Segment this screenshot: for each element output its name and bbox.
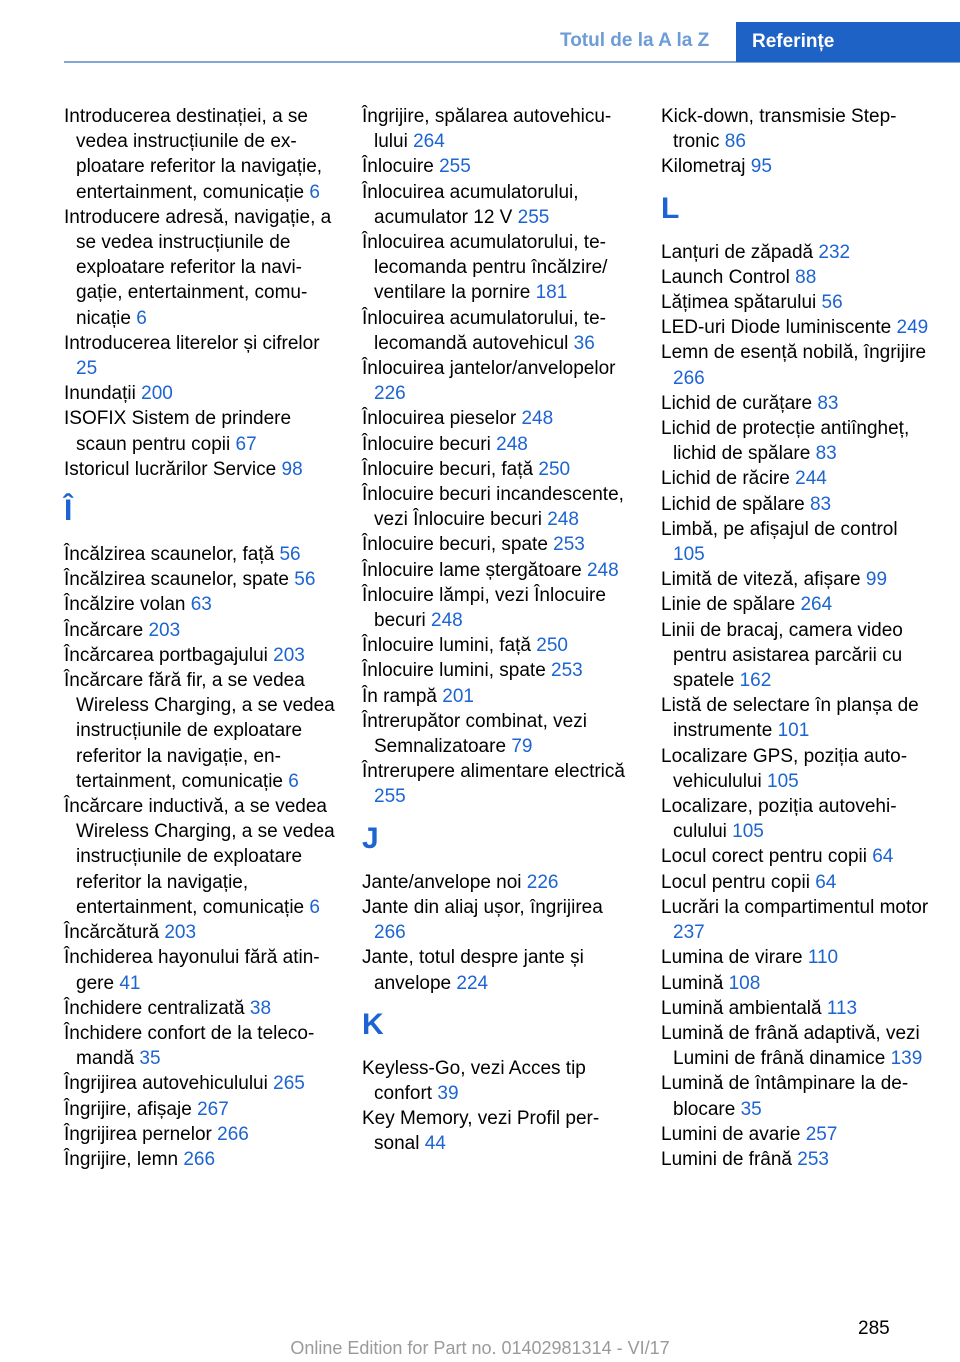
index-entry-text: Jante, totul despre jante și anvelope xyxy=(362,947,584,994)
index-entry-text: Limită de viteză, afișare xyxy=(661,569,861,591)
page-reference-link[interactable]: 203 xyxy=(164,922,197,944)
index-entry xyxy=(661,844,933,869)
index-entry-text: Înlocuirea acumulatorului, acumulator 12 V xyxy=(362,181,579,228)
index-entry xyxy=(661,391,933,416)
index-entry xyxy=(64,1071,336,1096)
page-reference-link[interactable]: 35 xyxy=(740,1098,762,1120)
index-entry-text: Linii de bracaj, camera video pentru asistarea parcării cu spatele xyxy=(661,619,903,692)
page-reference-link[interactable]: 35 xyxy=(139,1048,161,1070)
index-entry-text: Inundații xyxy=(64,383,136,405)
page-reference-link[interactable]: 38 xyxy=(249,997,272,1019)
edition-footer: Online Edition for Part no. 01402981314 - VI/17 xyxy=(290,1338,670,1358)
index-entry-text: Înlocuire becuri, față xyxy=(362,458,534,480)
page-reference-link[interactable]: 248 xyxy=(496,433,528,455)
page-reference-link[interactable]: 255 xyxy=(439,156,471,178)
page-reference-link[interactable]: 181 xyxy=(535,282,568,304)
page-reference-link[interactable]: 110 xyxy=(807,947,839,969)
index-entry-text: Încălzire volan xyxy=(64,594,186,616)
page-reference-link[interactable]: 6 xyxy=(136,307,147,329)
index-entry xyxy=(362,658,634,683)
index-entry-text: Lumină xyxy=(661,972,724,994)
index-entry-text: Lanțuri de zăpadă xyxy=(661,241,814,263)
index-entry xyxy=(661,945,933,970)
section-title: Totul de la A la Z xyxy=(560,30,710,51)
index-entry xyxy=(64,1147,336,1172)
index-entry-text: Înlocuire lumini, spate xyxy=(362,660,546,682)
page-reference-link[interactable]: 265 xyxy=(273,1073,305,1095)
index-entry xyxy=(64,104,336,205)
index-entry-text: Înlocuirea acumulatorului, telecomanda pentru încălzire/ ventilare la pornire xyxy=(362,232,608,304)
index-entry-text: Locul pentru copii xyxy=(661,871,810,893)
page-reference-link[interactable]: 244 xyxy=(795,468,827,490)
index-entry-text: Jante/anvelope noi xyxy=(362,871,522,893)
index-entry xyxy=(64,567,336,592)
index-entry-text: Locul corect pentru copii xyxy=(661,846,867,868)
index-entry-text: Istoricul lucrărilor Service xyxy=(64,458,277,480)
page-reference-link[interactable]: 83 xyxy=(809,493,832,515)
index-entry-text: Înlocuire becuri incandescente, vezi Înlocuire becuri xyxy=(362,484,624,531)
page-reference-link[interactable]: 83 xyxy=(815,443,837,465)
index-entry xyxy=(64,331,336,381)
index-entry-text: Lumini de frână xyxy=(661,1148,792,1170)
page-reference-link[interactable]: 86 xyxy=(724,131,746,153)
index-entry-text: Listă de selectare în planșa de instrumente xyxy=(661,695,919,742)
index-entry-text: Lichid de spălare xyxy=(661,493,805,515)
index-entry-text: Înlocuire lumini, față xyxy=(362,635,531,657)
index-entry-text: Închidere confort de la telecomandă xyxy=(64,1022,315,1070)
page-reference-link[interactable]: 266 xyxy=(374,922,406,944)
index-entry-text: Lumină de frână adaptivă, vezi Lumini de frână dinamice xyxy=(661,1022,920,1070)
page-reference-link[interactable]: 162 xyxy=(739,670,772,692)
index-entry-text: Închiderea hayonului fără atingere xyxy=(64,947,320,994)
index-entry-text: Lumini de avarie xyxy=(661,1123,801,1145)
page-number: 285 xyxy=(858,1318,890,1339)
page-reference-link[interactable]: 257 xyxy=(805,1123,838,1145)
index-entry xyxy=(64,945,336,995)
index-entry xyxy=(64,381,336,406)
index-entry-text: Încălzirea scaunelor, față xyxy=(64,544,275,566)
index-letter-heading: Î xyxy=(64,494,73,528)
index-entry-text: Keyless-Go, vezi Acces tip confort xyxy=(362,1057,586,1104)
index-entry-text: Întrerupător combinat, vezi Semnalizatoare xyxy=(362,710,587,758)
page-reference-link[interactable]: 250 xyxy=(536,635,568,657)
index-entry xyxy=(661,744,933,794)
page-reference-link[interactable]: 101 xyxy=(777,720,810,742)
index-entry-text: Lumină de întâmpinare la deblocare xyxy=(661,1073,909,1120)
page-reference-link[interactable]: 203 xyxy=(273,644,305,666)
index-entry xyxy=(362,945,634,995)
page-reference-link[interactable]: 253 xyxy=(551,660,583,682)
index-entry-text: Întrerupere alimentare electrică xyxy=(362,761,625,783)
page-reference-link[interactable]: 56 xyxy=(279,544,301,566)
index-entry-text: Jante din aliaj ușor, îngrijirea xyxy=(362,896,603,918)
index-entry-text: Încărcare inductivă, a se vedea Wireless Charging, a se vedea instrucțiunile de exploatare referitor la navigație, entertainment, comunicație xyxy=(64,796,335,918)
page-reference-link[interactable]: 36 xyxy=(573,332,595,354)
index-entry xyxy=(362,709,634,759)
index-entry-text: Lichid de răcire xyxy=(661,468,790,490)
index-entry xyxy=(661,567,933,592)
index-entry-text: Localizare GPS, poziția autovehiculului xyxy=(661,745,908,792)
page-reference-link[interactable]: 264 xyxy=(413,131,445,153)
page-reference-link[interactable]: 56 xyxy=(821,292,843,314)
page-reference-link[interactable]: 64 xyxy=(815,871,837,893)
page-reference-link[interactable]: 105 xyxy=(732,821,764,843)
index-entry-text: Localizare, poziția autovehiculului xyxy=(661,796,897,843)
page-reference-link[interactable]: 248 xyxy=(431,610,463,632)
index-entry xyxy=(362,180,634,230)
page-reference-link[interactable]: 255 xyxy=(517,206,550,228)
index-entry xyxy=(64,618,336,643)
page-reference-link[interactable]: 63 xyxy=(190,594,212,616)
index-entry xyxy=(661,996,933,1021)
page-reference-link[interactable]: 201 xyxy=(442,685,474,707)
index-entry xyxy=(661,290,933,315)
page-reference-link[interactable]: 226 xyxy=(526,871,559,893)
index-letter-heading: J xyxy=(362,821,379,855)
index-entry-text: ISOFIX Sistem de prindere scaun pentru copii xyxy=(64,408,292,455)
index-entry-text: Înlocuirea jantelor/anvelopelor xyxy=(362,358,616,380)
index-entry xyxy=(661,315,933,340)
index-entry xyxy=(661,1021,933,1071)
page-reference-link[interactable]: 237 xyxy=(673,922,705,944)
page-reference-link[interactable]: 56 xyxy=(294,569,316,591)
index-entry-text: Lumina de virare xyxy=(661,947,803,969)
index-entry xyxy=(661,466,933,491)
page-reference-link[interactable]: 105 xyxy=(673,544,705,566)
page-reference-link[interactable]: 79 xyxy=(511,736,533,758)
page-reference-link[interactable]: 6 xyxy=(288,770,299,792)
page-reference-link[interactable]: 232 xyxy=(818,241,851,263)
index-entry xyxy=(661,240,933,265)
index-entry-text: Kick-down, transmisie Steptronic xyxy=(661,106,897,153)
page-reference-link[interactable]: 253 xyxy=(553,534,585,556)
index-entry xyxy=(64,1021,336,1071)
page-reference-link[interactable]: 139 xyxy=(890,1048,923,1070)
index-entry-text: În rampă xyxy=(362,685,437,707)
index-entry xyxy=(362,633,634,658)
page-reference-link[interactable]: 267 xyxy=(197,1098,229,1120)
index-entry-text: Îngrijire, spălarea autovehiculului xyxy=(362,106,612,153)
page-reference-link[interactable]: 249 xyxy=(896,317,929,339)
page-reference-link[interactable]: 25 xyxy=(76,358,98,380)
page-reference-link[interactable]: 264 xyxy=(800,594,833,616)
page-reference-link[interactable]: 255 xyxy=(374,786,406,808)
page-reference-link[interactable]: 39 xyxy=(437,1082,459,1104)
page-reference-link[interactable]: 248 xyxy=(547,509,579,531)
page-reference-link[interactable]: 226 xyxy=(374,383,406,405)
index-entry-text: Key Memory, vezi Profil personal xyxy=(362,1108,600,1155)
index-entry xyxy=(661,517,933,567)
page-reference-link[interactable]: 266 xyxy=(673,367,705,389)
index-entry xyxy=(661,340,933,390)
page-reference-link[interactable]: 203 xyxy=(148,619,181,641)
index-entry xyxy=(64,1097,336,1122)
index-entry xyxy=(362,230,634,306)
index-entry-text: Îngrijire, afișaje xyxy=(64,1098,192,1120)
page-reference-link[interactable]: 44 xyxy=(424,1133,446,1155)
index-entry-text: Înlocuirea acumulatorului, telecomandă autovehicul xyxy=(362,307,606,354)
index-entry xyxy=(362,1056,634,1106)
index-column-3 xyxy=(661,104,933,1172)
page-reference-link[interactable]: 248 xyxy=(521,408,554,430)
page-reference-link[interactable]: 95 xyxy=(750,156,772,178)
index-entry-text: Îngrijirea pernelor xyxy=(64,1123,212,1145)
index-entry-text: Înlocuire lame ștergătoare xyxy=(362,559,582,581)
index-letter-heading: L xyxy=(661,191,680,225)
index-entry-text: Lățimea spătarului xyxy=(661,292,817,314)
index-entry xyxy=(362,870,634,895)
page-reference-link[interactable]: 250 xyxy=(538,458,571,480)
index-entry xyxy=(362,432,634,457)
index-entry xyxy=(661,265,933,290)
chapter-tab: Referințe xyxy=(736,22,960,62)
index-entry xyxy=(64,457,336,482)
index-entry xyxy=(661,154,933,179)
index-entry-text: Încărcarea portbagajului xyxy=(64,644,268,666)
index-entry-text: Lucrări la compartimentul motor xyxy=(661,896,929,918)
index-entry xyxy=(362,532,634,557)
page-reference-link[interactable]: 266 xyxy=(183,1148,216,1170)
index-entry xyxy=(362,1106,634,1156)
index-entry-text: Înlocuire becuri, spate xyxy=(362,534,548,556)
page-reference-link[interactable]: 253 xyxy=(797,1148,829,1170)
index-entry xyxy=(64,920,336,945)
index-entry-text: Introducerea destinației, a se vedea instrucțiunile de exploatare referitor la navigație, entertainment, comunicație xyxy=(64,106,323,203)
index-entry xyxy=(64,996,336,1021)
index-entry-text: Înlocuire becuri xyxy=(362,433,491,455)
index-entry-text: Linie de spălare xyxy=(661,594,796,616)
index-entry xyxy=(64,592,336,617)
index-entry-text: Îngrijirea autovehiculului xyxy=(64,1073,268,1095)
index-entry-text: Înlocuire lămpi, vezi Înlocuire becuri xyxy=(362,584,606,632)
index-entry-text: Încărcătură xyxy=(64,922,160,944)
index-entry-text: Kilometraj xyxy=(661,156,746,178)
index-column-2 xyxy=(362,104,634,1157)
index-entry-text: Încărcare fără fir, a se vedea Wireless Charging, a se vedea instrucțiunile de exploatare referitor la navigație, entertainment, comunicație xyxy=(64,670,335,792)
index-entry xyxy=(362,684,634,709)
index-entry xyxy=(661,794,933,844)
index-entry xyxy=(64,668,336,794)
page-reference-link[interactable]: 88 xyxy=(795,266,817,288)
page-reference-link[interactable]: 6 xyxy=(309,181,320,203)
index-entry xyxy=(64,1122,336,1147)
page-reference-link[interactable]: 200 xyxy=(141,383,173,405)
index-entry xyxy=(362,482,634,532)
index-entry xyxy=(661,492,933,517)
index-entry xyxy=(661,693,933,743)
index-entry xyxy=(661,1071,933,1121)
index-entry xyxy=(64,794,336,920)
index-entry-text: Launch Control xyxy=(661,266,790,288)
index-entry xyxy=(64,542,336,567)
page-reference-link[interactable]: 108 xyxy=(728,972,761,994)
index-entry-text: Lemn de esență nobilă, îngrijire xyxy=(661,342,927,364)
index-entry-text: Lumină ambientală xyxy=(661,997,822,1019)
index-entry xyxy=(362,104,634,154)
index-entry xyxy=(64,643,336,668)
index-entry xyxy=(362,759,634,809)
page-header xyxy=(0,0,960,64)
index-entry xyxy=(362,895,634,945)
page-reference-link[interactable]: 6 xyxy=(309,896,320,918)
index-entry-text: LED-uri Diode luminiscente xyxy=(661,317,892,339)
index-entry xyxy=(661,1147,933,1172)
index-entry xyxy=(64,406,336,456)
page-reference-link[interactable]: 67 xyxy=(235,433,257,455)
index-entry-text: Introducere adresă, navigație, a se vedea instrucțiunile de exploatare referitor la navigație, entertainment, comunicație xyxy=(64,206,332,329)
page-reference-link[interactable]: 105 xyxy=(767,770,799,792)
index-entry-text: Îngrijire, lemn xyxy=(64,1148,179,1170)
page-reference-link[interactable]: 99 xyxy=(865,569,888,591)
index-entry xyxy=(64,205,336,331)
index-column-1 xyxy=(64,104,336,1172)
index-entry xyxy=(661,895,933,945)
index-entry xyxy=(661,618,933,694)
page-reference-link[interactable]: 41 xyxy=(119,972,141,994)
index-entry xyxy=(362,583,634,633)
index-entry xyxy=(362,457,634,482)
index-entry xyxy=(661,416,933,466)
index-entry xyxy=(362,406,634,431)
index-entry-text: Lichid de protecție antiîngheț, lichid de spălare xyxy=(661,418,910,465)
index-entry-text: Închidere centralizată xyxy=(64,997,245,1019)
index-entry-text: Lichid de curățare xyxy=(661,392,813,414)
page-reference-link[interactable]: 248 xyxy=(586,559,619,581)
index-entry xyxy=(362,558,634,583)
index-entry xyxy=(661,971,933,996)
index-entry xyxy=(362,154,634,179)
index-letter-heading: K xyxy=(362,1007,384,1041)
index-entry xyxy=(362,356,634,406)
index-entry xyxy=(362,306,634,356)
page-reference-link[interactable]: 98 xyxy=(281,458,303,480)
index-entry-text: Înlocuire xyxy=(362,156,434,178)
index-entry-text: Încălzirea scaunelor, spate xyxy=(64,569,289,591)
page-reference-link[interactable]: 64 xyxy=(872,846,894,868)
index-entry xyxy=(661,592,933,617)
page-reference-link[interactable]: 83 xyxy=(817,392,839,414)
page-reference-link[interactable]: 224 xyxy=(456,972,489,994)
page-reference-link[interactable]: 113 xyxy=(826,997,858,1019)
index-entry-text: Introducerea literelor și cifrelor xyxy=(64,332,320,354)
index-entry xyxy=(661,870,933,895)
index-entry xyxy=(661,104,933,154)
page-reference-link[interactable]: 266 xyxy=(217,1123,249,1145)
index-entry-text: Limbă, pe afișajul de control xyxy=(661,518,898,540)
index-entry-text: Înlocuirea pieselor xyxy=(362,408,517,430)
index-entry-text: Încărcare xyxy=(64,619,144,641)
index-entry xyxy=(661,1122,933,1147)
